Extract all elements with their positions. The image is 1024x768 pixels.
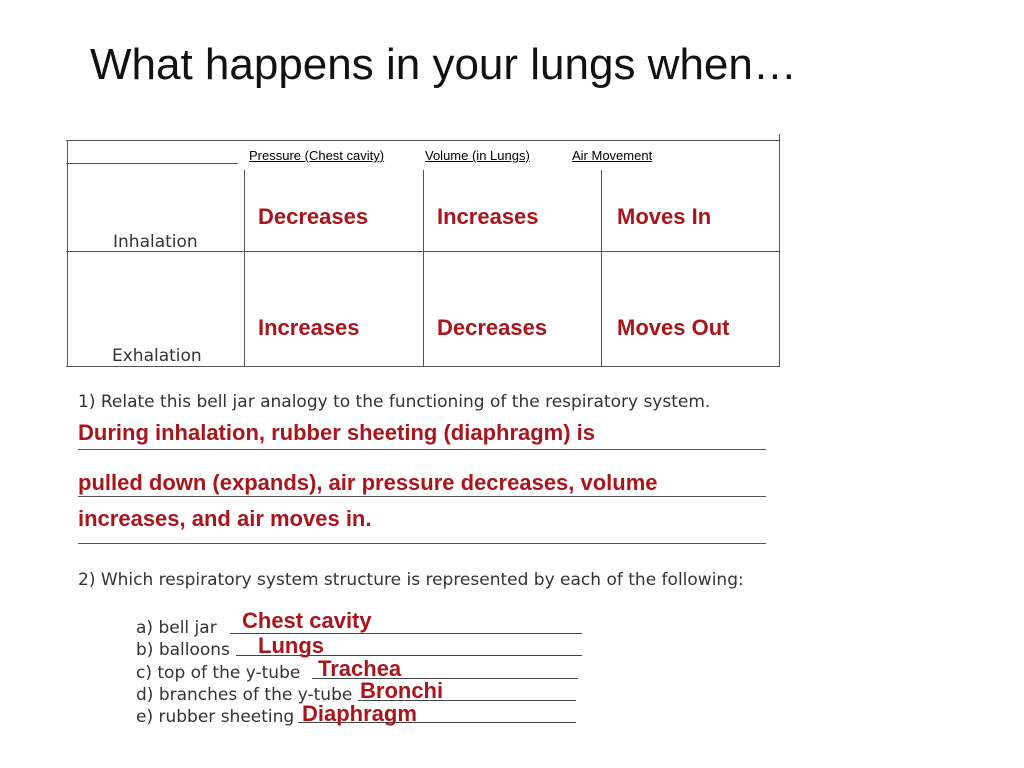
- cell-inhalation-pressure: Decreases: [258, 204, 369, 229]
- cell-exhalation-pressure: Increases: [258, 315, 360, 340]
- table-top-border: [66, 140, 780, 141]
- row-label-exhalation: Exhalation: [112, 346, 202, 366]
- cell-inhalation-volume: Increases: [437, 204, 539, 229]
- slide-title: What happens in your lungs when…: [90, 40, 797, 89]
- item-e-label: e) rubber sheeting: [136, 707, 295, 727]
- table-header-line: [66, 163, 238, 164]
- item-a-label: a) bell jar: [136, 618, 217, 638]
- column-header-volume: Volume (in Lungs): [425, 148, 530, 163]
- item-b-label: b) balloons: [136, 640, 230, 660]
- table-left-border: [67, 140, 68, 366]
- item-d-label: d) branches of the y-tube: [136, 685, 353, 705]
- answer-line-3: [78, 543, 766, 544]
- table-bottom-border: [66, 366, 780, 367]
- cell-exhalation-air: Moves Out: [617, 315, 730, 340]
- item-c-answer: Trachea: [318, 656, 402, 681]
- table-col-divider-1: [244, 170, 245, 366]
- item-c-label: c) top of the y-tube: [136, 663, 301, 683]
- row-label-inhalation: Inhalation: [113, 232, 198, 252]
- item-d-answer: Bronchi: [360, 678, 444, 703]
- answer-line-2: [78, 496, 766, 497]
- item-a-answer: Chest cavity: [242, 608, 372, 633]
- answer-line-1: [78, 449, 766, 450]
- column-header-pressure: Pressure (Chest cavity): [249, 148, 385, 163]
- column-header-air-movement: Air Movement: [572, 148, 653, 163]
- cell-exhalation-volume: Decreases: [437, 315, 548, 340]
- question-1-prompt: 1) Relate this bell jar analogy to the functioning of the respiratory system.: [78, 392, 711, 412]
- question-1-answer-line-3: increases, and air moves in.: [78, 506, 372, 531]
- question-1-answer-line-2: pulled down (expands), air pressure decreases, volume: [78, 470, 658, 495]
- table-right-border: [779, 134, 780, 366]
- cell-inhalation-air: Moves In: [617, 204, 712, 229]
- question-2-prompt: 2) Which respiratory system structure is represented by each of the following:: [78, 570, 744, 590]
- item-e-answer: Diaphragm: [302, 701, 417, 726]
- table-col-divider-3: [601, 170, 602, 366]
- item-b-answer: Lungs: [258, 633, 324, 658]
- question-1-answer-line-1: During inhalation, rubber sheeting (diaphragm) is: [78, 420, 596, 445]
- table-col-divider-2: [423, 170, 424, 366]
